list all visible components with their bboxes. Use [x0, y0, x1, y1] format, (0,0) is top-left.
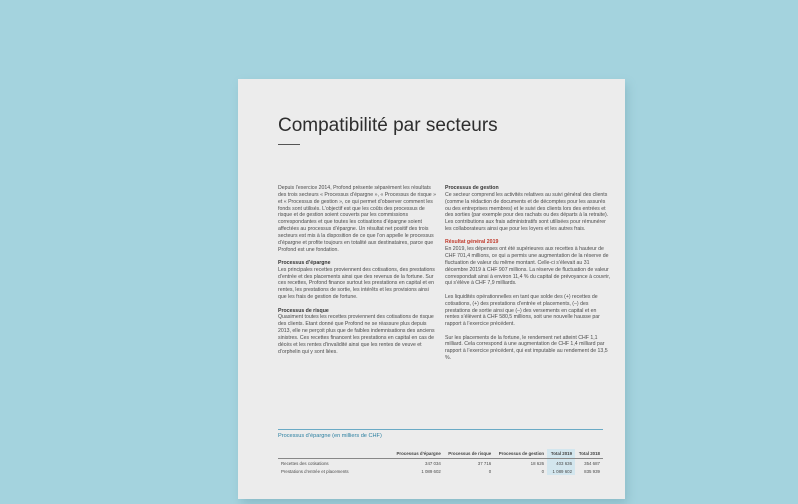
paragraph [278, 314, 436, 355]
table-cell: 0 [488, 468, 492, 474]
document-page [238, 79, 625, 499]
paragraph-text: Quasiment toutes les recettes proviennent des cotisations de risque des clients. Etant donné que Profond ne se réassure plus depuis 2013, elle ne perçoit plus que de faibles indemnisations des anciens sinistres. Ces recettes financent les prestations en capital en cas de décès et les rentes d’invalidité ainsi que les rentes de veuve et d’orphelin qui y sont liées. [278, 314, 435, 355]
paragraph [445, 246, 611, 287]
table-divider [278, 429, 603, 430]
section-heading: Processus de gestion [445, 185, 499, 191]
section-heading: Processus d’épargne [278, 259, 331, 266]
table-corner-cell [278, 449, 392, 459]
table-cell: 835 939 [584, 468, 600, 474]
table-cell: 1 089 602 [547, 467, 575, 475]
title-underline [278, 144, 300, 145]
paragraph-text: Sur les placements de la fortune, le rendement net atteint CHF 1,1 milliard. Cela correspond à une augmentation de CHF 1,4 milliard par rapport à l’exercice précédent, qui est imputable au rendement de 13,5 %. [445, 334, 608, 362]
table-cell: 37 716 [477, 460, 492, 466]
paragraph-intro [278, 185, 436, 253]
row-label: Recettes des cotisations [281, 460, 329, 466]
column-header: Processus de risque [448, 451, 492, 456]
paragraph-text: Les liquidités opérationnelles en tant que solde des (+) recettes de cotisations, (+) des prestations d’entrée et placements, (–) des prestations de sortie ainsi que (–) des versements en capital et en rentes s’élèvent à CHF 580,5 millions, soit une nouvelle hausse par rapport à l’exercice précédent. [445, 293, 600, 328]
data-table [278, 449, 603, 475]
column-header: Processus de gestion [498, 451, 545, 456]
page-title: Compatibilité par secteurs [278, 115, 498, 136]
table-cell: 18 626 [530, 460, 545, 466]
column-header: Total 2018 [578, 451, 600, 456]
paragraph-text: Ce secteur comprend les activités relatives au suivi général des clients (comme la rédaction de documents et de décomptes pour les assurés ou des entreprises membres) et le suivi des clients lors des entrées et des sorties (par exemple pour des rachats ou des départs à la retraite). Les contributions aux frais administratifs sont utilisées pour rémunérer les collaborateurs ainsi que pour les loyers et les autres frais. [445, 191, 609, 233]
table-cell: 354 687 [584, 460, 600, 466]
paragraph-text: Les principales recettes proviennent des cotisations, des prestations d’entrée et des placements ainsi que des revenus de la fortune. Sur ces recettes, Profond finance surtout les prestations en capital et en rentes, les prestations de sortie, les intérêts et les provisions ainsi que les frais de gestion de fortune. [278, 266, 435, 301]
table-row [278, 459, 603, 468]
paragraph [278, 267, 436, 301]
section-heading-highlight: Résultat général 2019 [445, 239, 499, 246]
table-cell: 347 034 [425, 460, 441, 466]
table-title: Processus d’épargne (en milliers de CHF) [278, 433, 382, 439]
column-header: Total 2019 [547, 449, 575, 459]
paragraph-text: En 2019, les dépenses ont été supérieures aux recettes à hauteur de CHF 701,4 millions, ce qui a permis une augmentation de la réserve de fluctuation de valeur du même montant. Celle-ci s’élevait au 31 décembre 2019 à CHF 907 millions. La réserve de fluctuation de valeur correspondait ainsi à environ 11,4 % du capital de prévoyance à couvrir, qui s’élève à CHF 7,9 milliards. [445, 246, 611, 287]
left-column [278, 185, 436, 362]
paragraph [445, 335, 611, 362]
table-row [278, 467, 603, 475]
paragraph [445, 192, 611, 233]
table-header-row [278, 449, 603, 459]
paragraph-text: Depuis l’exercice 2014, Profond présente séparément les résultats des trois secteurs « Processus d’épargne », « Processus de risque » et « Processus de gestion », ce qui permet d’observer comment les fonds sont utilisés. L’objectif est que les coûts des processus de risque et de gestion soient couverts par les commissions correspondantes et que toutes les cotisations d’épargne soient affectées au processus d’épargne. Un résultat net positif des trois secteurs est mis à la disposition de ce que l’on appelle le processus d’épargne et profite toujours en totalité aux destinataires, parce que Profond est une fondation. [278, 185, 437, 253]
table-cell: 1 089 602 [421, 468, 441, 474]
row-label: Prestations d’entrée et placements [281, 468, 349, 474]
table-cell: 0 [541, 468, 545, 474]
section-heading: Processus de risque [278, 307, 329, 314]
column-header: Processus d’épargne [396, 451, 441, 456]
paragraph [445, 294, 611, 328]
table-cell: 403 636 [547, 459, 575, 468]
right-column [445, 185, 611, 368]
